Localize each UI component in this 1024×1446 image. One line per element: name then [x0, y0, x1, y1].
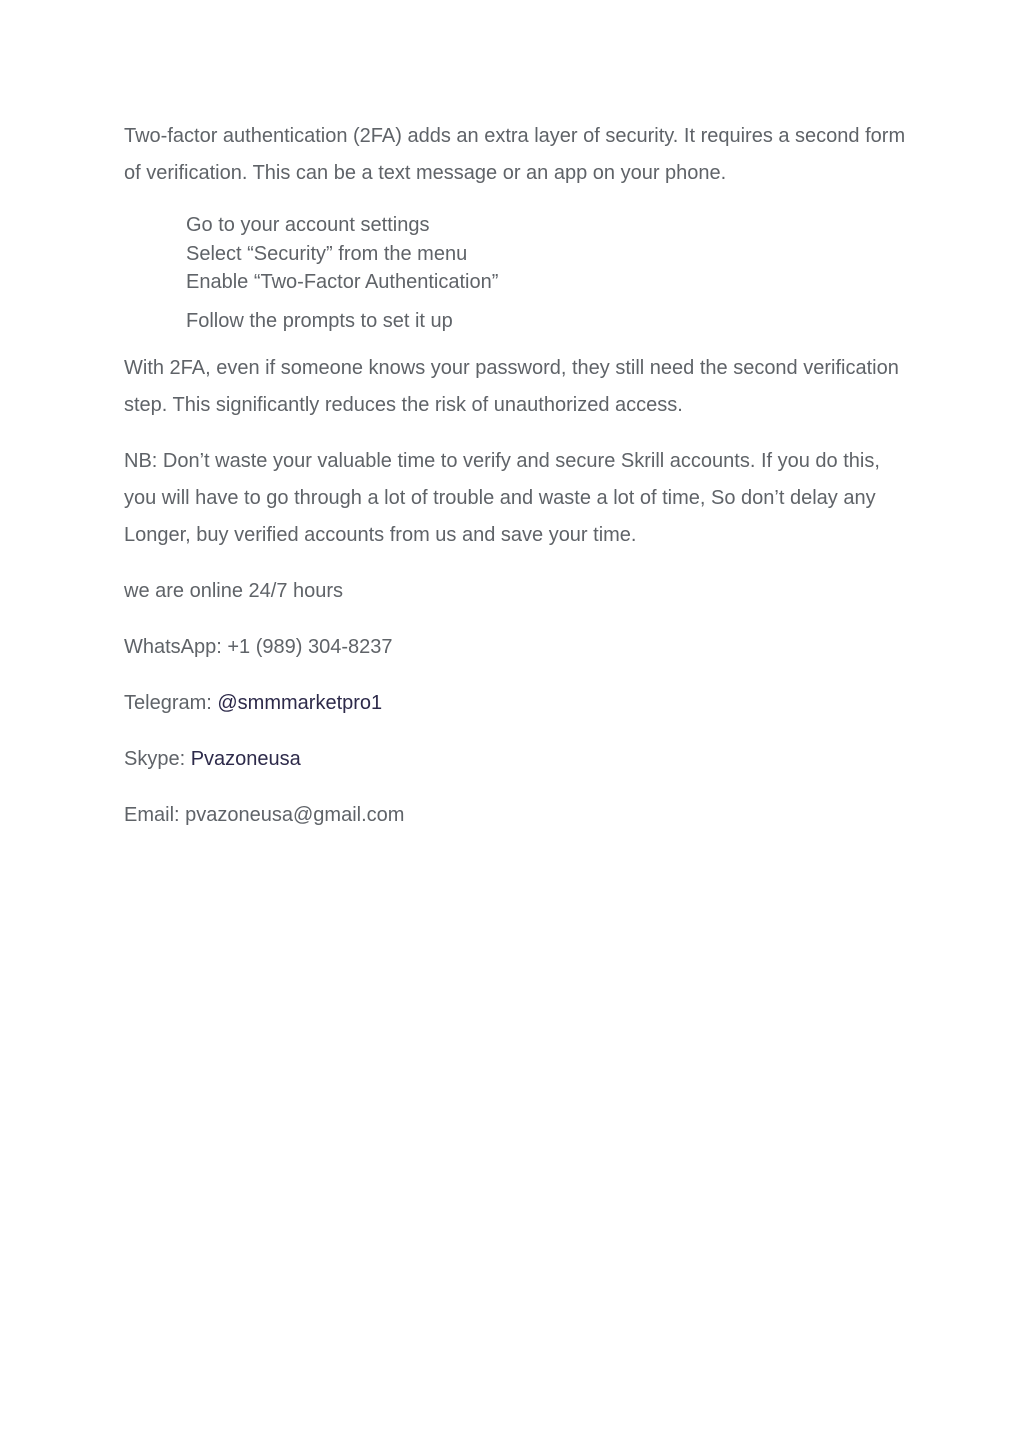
telegram-link[interactable]: @smmmarketpro1: [217, 692, 383, 714]
step-item: Enable “Two-Factor Authentication”: [186, 271, 499, 293]
telegram-contact: [124, 685, 914, 722]
skype-label: Skype:: [124, 748, 191, 770]
availability-text: we are online 24/7 hours: [124, 580, 344, 602]
intro-paragraph: Two-factor authentication (2FA) adds an extra layer of security. It requires a second form of verification. This can be a text message or an app on your phone.: [124, 125, 906, 184]
whatsapp-contact: WhatsApp: +1 (989) 304-8237: [124, 636, 393, 658]
skype-link[interactable]: Pvazoneusa: [190, 748, 301, 770]
step-item: Follow the prompts to set it up: [186, 309, 453, 332]
after-steps-paragraph: With 2FA, even if someone knows your password, they still need the second verification step. This significantly reduces the risk of unauthorized access.: [124, 357, 899, 416]
document-body: [124, 118, 914, 853]
step-item: Select “Security” from the menu: [186, 242, 468, 265]
nb-paragraph: NB: Don’t waste your valuable time to verify and secure Skrill accounts. If you do this, you will have to go through a lot of trouble and waste a lot of time, So don’t delay any Longer, buy verified accounts from us and save your time.: [124, 450, 880, 546]
step-item: Go to your account settings: [186, 214, 430, 236]
email-contact: Email: pvazoneusa@gmail.com: [124, 804, 405, 826]
telegram-label: Telegram:: [124, 692, 218, 714]
skype-contact: [124, 741, 914, 778]
setup-steps-list: [124, 211, 914, 335]
